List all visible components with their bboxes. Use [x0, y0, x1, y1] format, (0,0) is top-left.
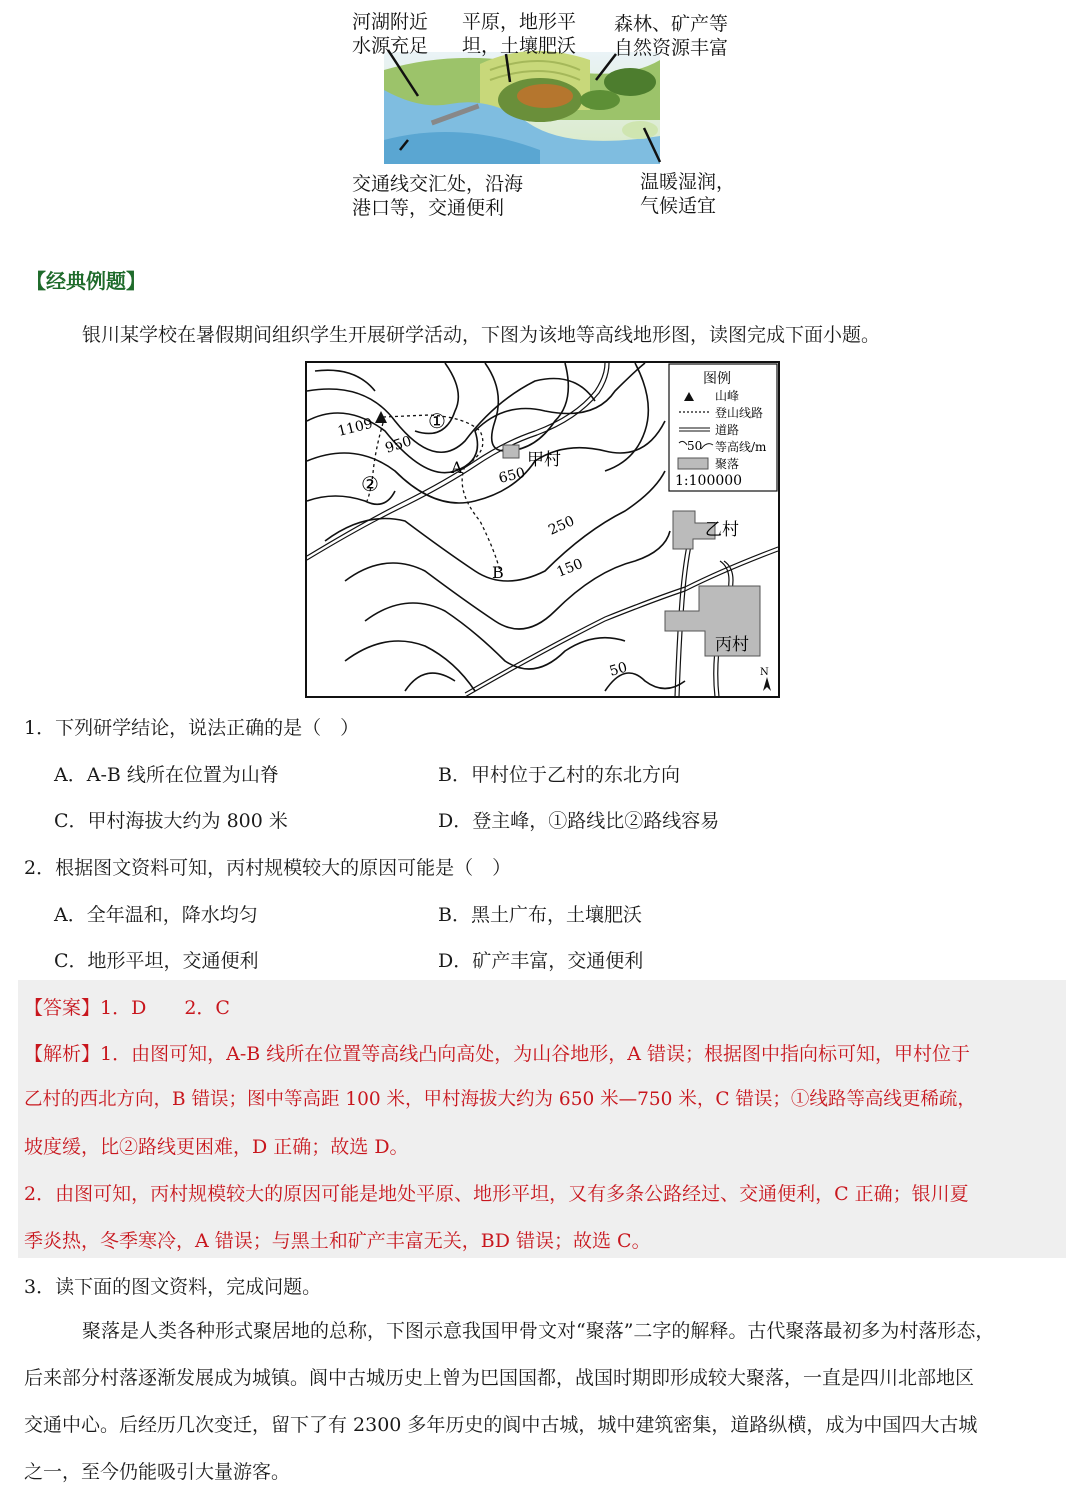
question-3-line-3: 交通中心。后经历几次变迁，留下了有 2300 多年历史的阆中古城，城中建筑密集，道路纵横，成为中国四大古城: [24, 1414, 978, 1436]
label-climate: [640, 170, 735, 218]
label-resources-line2: 自然资源丰富: [614, 37, 729, 59]
answer-line: [24, 993, 230, 1020]
legend-contour: 等高线/m: [715, 440, 767, 454]
label-contour-650: 650: [497, 464, 527, 487]
intro-text: 银川某学校在暑假期间组织学生开展研学活动，下图为该地等高线地形图，读图完成下面小题。: [82, 324, 881, 346]
label-point-b: B: [492, 563, 504, 582]
q2-option-b: B．黑土广布，土壤肥沃: [438, 904, 642, 926]
section-title: 【经典例题】: [26, 269, 146, 293]
label-transport-line2: 港口等，交通便利: [352, 197, 505, 219]
question-3-line-1: 聚落是人类各种形式聚居地的总称，下图示意我国甲骨文对“聚落”二字的解释。古代聚落最初多为村落形态，: [82, 1320, 995, 1342]
label-village-yi: 乙村: [705, 520, 739, 540]
label-plain-line2: 坦，土壤肥沃: [462, 35, 577, 57]
question-2-stem: 2．根据图文资料可知，丙村规模较大的原因可能是（ ）: [24, 857, 512, 879]
analysis-line-4: 2．由图可知，丙村规模较大的原因可能是地处平原、地形平坦，又有多条公路经过、交通便利，C 正确；银川夏: [24, 1183, 969, 1205]
legend-settlement: 聚落: [715, 457, 740, 471]
q2-option-c: C．地形平坦，交通便利: [54, 950, 259, 972]
legend-road: 道路: [715, 423, 740, 437]
q2-option-a: A．全年温和，降水均匀: [54, 904, 258, 926]
legend-scale: 1:100000: [675, 473, 743, 489]
label-water: [352, 10, 428, 58]
label-point-a: A: [451, 458, 463, 477]
answer-label: 【答案】: [24, 997, 101, 1019]
label-village-bing: 丙村: [715, 635, 749, 655]
question-3-line-2: 后来部分村落逐渐发展成为城镇。阆中古城历史上曾为巴国国都，战国时期即形成较大聚落，一直是四川北部地区: [24, 1367, 975, 1389]
question-3-line-4: 之一，至今仍能吸引大量游客。: [24, 1461, 291, 1483]
answer-text: 1．D 2．C: [100, 997, 230, 1019]
label-north: N: [760, 667, 769, 678]
answer-box: [18, 980, 1066, 1258]
contour-map-graphic: [305, 361, 780, 698]
label-contour-950: 950: [383, 433, 414, 457]
analysis-line-5: 季炎热，冬季寒冷，A 错误；与黑土和矿产丰富无关，BD 错误；故选 C。: [24, 1230, 651, 1252]
legend-peak: 山峰: [715, 389, 740, 403]
label-climate-line1: 温暖湿润，: [640, 171, 736, 193]
q1-option-c: C．甲村海拔大约为 800 米: [54, 810, 288, 832]
label-transport-line1: 交通线交汇处，沿海: [352, 173, 524, 195]
analysis-line-3: 坡度缓，比②路线更困难，D 正确；故选 D。: [24, 1136, 409, 1158]
label-route-2: ②: [361, 472, 379, 496]
analysis-text-1: 1．由图可知，A-B 线所在位置等高线凸向高处，为山谷地形，A 错误；根据图中指向标可知，甲村位于: [100, 1043, 971, 1065]
label-contour-150: 150: [554, 555, 586, 581]
label-peak-elevation: 1109: [336, 415, 375, 440]
label-water-line1: 河湖附近: [352, 11, 429, 33]
label-plain-line1: 平原，地形平: [462, 11, 577, 33]
legend-trail: 登山线路: [715, 406, 764, 420]
legend-title: 图例: [703, 371, 731, 387]
analysis-line-1: [24, 1039, 970, 1066]
label-resources: [614, 12, 728, 60]
q1-option-d: D．登主峰，①路线比②路线容易: [438, 810, 720, 832]
label-climate-line2: 气候适宜: [640, 195, 717, 217]
label-water-line2: 水源充足: [352, 35, 429, 57]
label-resources-line1: 森林、矿产等: [614, 13, 729, 35]
label-village-jia: 甲村: [527, 450, 561, 470]
label-contour-250: 250: [546, 513, 578, 539]
analysis-line-2: 乙村的西北方向，B 错误；图中等高距 100 米，甲村海拔大约为 650 米—750 米，C 错误；①线路等高线更稀疏，: [24, 1089, 976, 1110]
label-plain: [462, 10, 576, 58]
label-transport: [352, 172, 523, 220]
analysis-label: 【解析】: [24, 1043, 101, 1065]
contour-map: [305, 361, 780, 698]
q1-option-a: A．A-B 线所在位置为山脊: [54, 764, 279, 786]
label-route-1: ①: [428, 409, 446, 433]
question-3-stem: 3．读下面的图文资料，完成问题。: [24, 1276, 322, 1298]
q1-option-b: B．甲村位于乙村的东北方向: [438, 764, 680, 786]
question-1-stem: 1．下列研学结论，说法正确的是（ ）: [24, 717, 360, 739]
legend-contour-sample: 50: [687, 439, 703, 453]
q2-option-d: D．矿产丰富，交通便利: [438, 950, 644, 972]
label-contour-50: 50: [607, 659, 630, 680]
